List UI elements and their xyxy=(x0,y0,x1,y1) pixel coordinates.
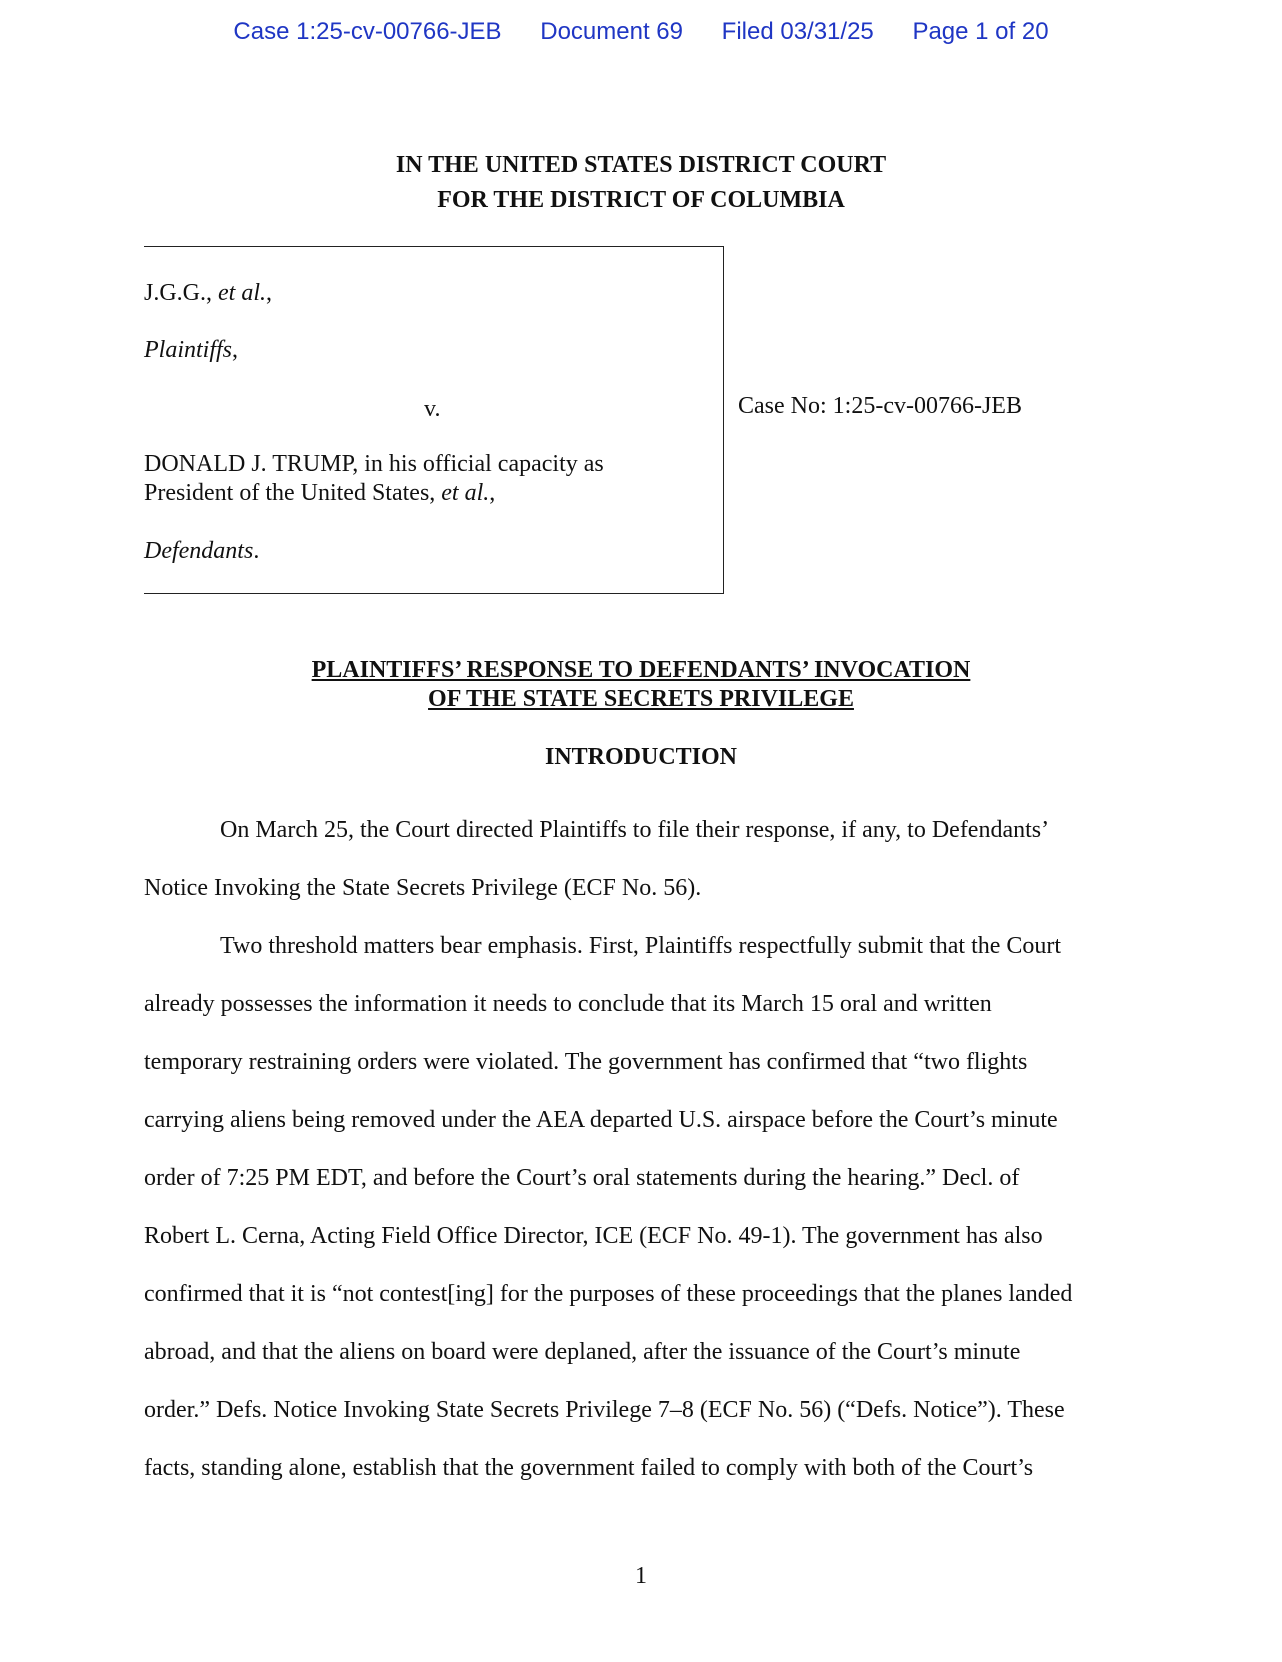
court-line-2: FOR THE DISTRICT OF COLUMBIA xyxy=(437,187,845,213)
paragraph-line: Robert L. Cerna, Acting Field Office Director, ICE (ECF No. 49-1). The government has also xyxy=(144,1223,1043,1249)
paragraph-line: order of 7:25 PM EDT, and before the Court’s oral statements during the hearing.” Decl. of xyxy=(144,1165,1020,1191)
court-line-1: IN THE UNITED STATES DISTRICT COURT xyxy=(395,152,887,178)
paragraph-line: abroad, and that the aliens on board were deplaned, after the issuance of the Court’s minute xyxy=(144,1339,1021,1365)
header-page-count: Page 1 of 20 xyxy=(912,18,1049,45)
ecf-header-stamp xyxy=(0,18,1282,46)
paragraph-line: facts, standing alone, establish that the government failed to comply with both of the Court’s xyxy=(144,1455,1034,1481)
header-case-number: Case 1:25-cv-00766-JEB xyxy=(233,18,502,45)
paragraph-line: order.” Defs. Notice Invoking State Secrets Privilege 7–8 (ECF No. 56) (“Defs. Notice”). These xyxy=(144,1397,1065,1423)
document-title xyxy=(0,656,1282,714)
defendant-name xyxy=(144,450,604,508)
paragraph-line: temporary restraining orders were violated. The government has confirmed that “two flights xyxy=(144,1049,1028,1075)
defendant-comma: , xyxy=(489,480,496,506)
defendant-line-1: DONALD J. TRUMP, in his official capacity as xyxy=(144,451,604,477)
paragraph-line: Notice Invoking the State Secrets Privilege (ECF No. 56). xyxy=(144,875,702,901)
header-document-number: Document 69 xyxy=(540,18,683,45)
case-caption-box xyxy=(144,246,724,594)
defendant-et-al: et al. xyxy=(441,480,490,506)
defendant-line-2 xyxy=(144,479,604,508)
paragraph xyxy=(144,801,1144,917)
paragraph-line: confirmed that it is “not contest[ing] for the purposes of these proceedings that the planes landed xyxy=(144,1281,1073,1307)
court-name xyxy=(0,148,1282,218)
paragraph-line: On March 25, the Court directed Plaintiffs to file their response, if any, to Defendants’ xyxy=(220,817,1050,843)
paragraph-line: already possesses the information it needs to conclude that its March 15 oral and written xyxy=(144,991,992,1017)
body-text xyxy=(144,801,1144,1497)
plaintiffs-label xyxy=(144,336,238,365)
versus: v. xyxy=(424,396,441,422)
defendants-label xyxy=(144,537,259,566)
plaintiff-et-al: et al. xyxy=(218,280,267,306)
page-number: 1 xyxy=(635,1563,647,1589)
plaintiff-comma: , xyxy=(266,280,273,306)
document-title-line-2: OF THE STATE SECRETS PRIVILEGE xyxy=(428,686,854,712)
plaintiffs-label-text: Plaintiffs xyxy=(144,337,233,363)
defendant-line-2-text: President of the United States, xyxy=(144,480,442,506)
plaintiff-name xyxy=(144,279,272,308)
case-number: Case No: 1:25-cv-00766-JEB xyxy=(738,393,1022,419)
document-title-line-1: PLAINTIFFS’ RESPONSE TO DEFENDANTS’ INVOCATION xyxy=(311,657,971,683)
plaintiff-name-text: J.G.G., xyxy=(144,280,219,306)
defendants-label-text: Defendants xyxy=(144,538,254,564)
plaintiffs-comma: , xyxy=(232,337,239,363)
section-heading: INTRODUCTION xyxy=(544,744,738,770)
defendants-period: . xyxy=(253,538,260,564)
paragraph xyxy=(144,917,1144,1497)
paragraph-line: carrying aliens being removed under the AEA departed U.S. airspace before the Court’s minute xyxy=(144,1107,1058,1133)
paragraph-line: Two threshold matters bear emphasis. First, Plaintiffs respectfully submit that the Court xyxy=(220,933,1062,959)
header-filed-date: Filed 03/31/25 xyxy=(721,18,874,45)
